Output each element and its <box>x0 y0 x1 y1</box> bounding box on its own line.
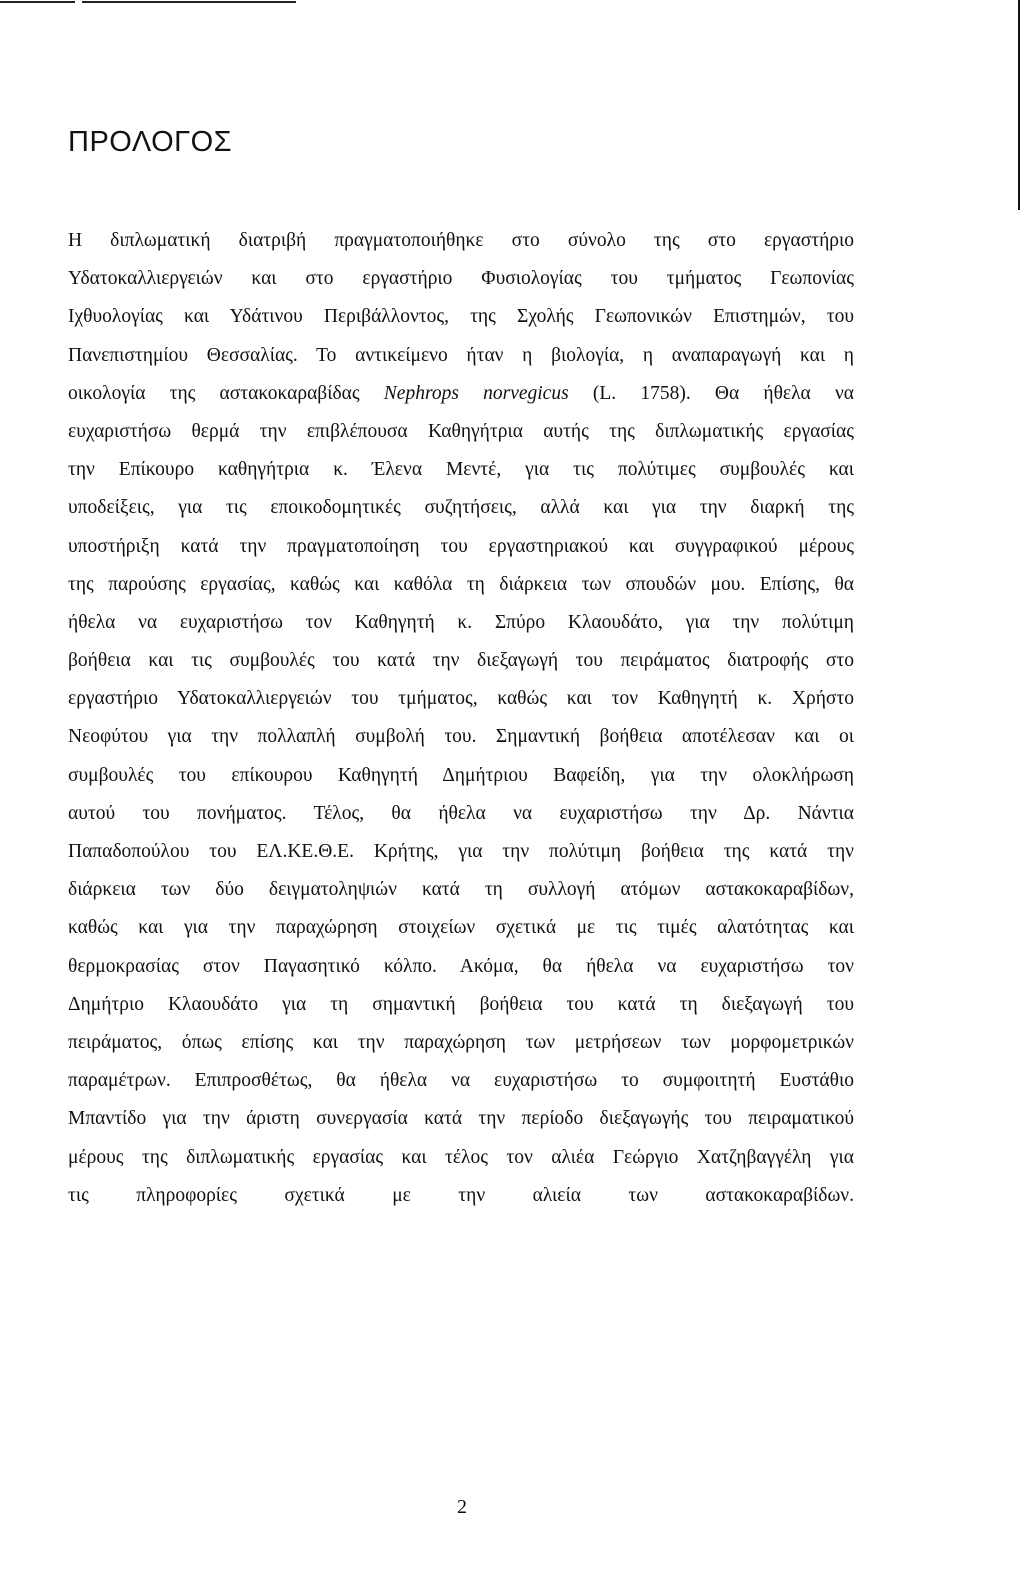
text-line: βοήθεια και τις συμβουλές του κατά την διεξαγωγή του πειράματος διατροφής στο <box>68 650 854 672</box>
text-line: Πανεπιστημίου Θεσσαλίας. Το αντικείμενο ήταν η βιολογία, η αναπαραγωγή και η <box>68 344 854 366</box>
text-line: ήθελα να ευχαριστήσω τον Καθηγητή κ. Σπύρο Κλαουδάτο, για την πολύτιμη <box>68 611 854 633</box>
text-line: εργαστήριο Υδατοκαλλιεργειών του τμήματος, καθώς και τον Καθηγητή κ. Χρήστο <box>68 688 854 710</box>
text-line: υποστήριξη κατά την πραγματοποίηση του εργαστηριακού και συγγραφικού μέρους <box>68 535 854 557</box>
text-line: μέρους της διπλωματικής εργασίας και τέλος τον αλιέα Γεώργιο Χατζηβαγγέλη για <box>68 1146 854 1168</box>
species-name: Nephrops norvegicus <box>383 382 569 404</box>
text-line: αυτού του πονήματος. Τέλος, θα ήθελα να ευχαριστήσω την Δρ. Νάντια <box>68 802 854 824</box>
top-scan-rule-right <box>82 1 296 3</box>
text-line: τις πληροφορίες σχετικά με την αλιεία των αστακοκαραβίδων. <box>68 1184 854 1206</box>
text-line: Η διπλωματική διατριβή πραγματοποιήθηκε στο σύνολο της στο εργαστήριο <box>68 230 854 251</box>
text-line: παραμέτρων. Επιπροσθέτως, θα ήθελα να ευχαριστήσω το συμφοιτητή Ευστάθιο <box>68 1070 854 1092</box>
text-line: διάρκεια των δύο δειγματοληψιών κατά τη συλλογή ατόμων αστακοκαραβίδων, <box>68 879 854 901</box>
text-fragment: (L. 1758). Θα ήθελα να <box>568 382 854 404</box>
page-title: ΠΡΟΛΟΓΟΣ <box>68 126 233 158</box>
text-line: την Επίκουρο καθηγήτρια κ. Έλενα Μεντέ, για τις πολύτιμες συμβουλές και <box>68 459 854 481</box>
text-line: καθώς και για την παραχώρηση στοιχείων σχετικά με τις τιμές αλατότητας και <box>68 917 854 939</box>
preface-body <box>68 222 854 1215</box>
top-scan-rule-left <box>0 1 75 3</box>
text-fragment: οικολογία της αστακοκαραβίδας <box>68 382 384 404</box>
text-line: πειράματος, όπως επίσης και την παραχώρηση των μετρήσεων των μορφομετρικών <box>68 1031 854 1053</box>
text-line: Μπαντίδο για την άριστη συνεργασία κατά την περίοδο διεξαγωγής του πειραματικού <box>68 1108 854 1130</box>
text-line-species <box>68 375 854 413</box>
text-line: Παπαδοπούλου του ΕΛ.ΚΕ.Θ.Ε. Κρήτης, για την πολύτιμη βοήθεια της κατά την <box>68 841 854 862</box>
text-line: Νεοφύτου για την πολλαπλή συμβολή του. Σημαντική βοήθεια αποτέλεσαν και οι <box>68 726 854 748</box>
text-line: συμβουλές του επίκουρου Καθηγητή Δημήτριου Βαφείδη, για την ολοκλήρωση <box>68 764 854 786</box>
text-line: υποδείξεις, για τις εποικοδομητικές συζητήσεις, αλλά και για την διαρκή της <box>68 497 854 519</box>
page-number: 2 <box>457 1496 467 1518</box>
right-edge-scan-line <box>1018 0 1020 210</box>
text-line: της παρούσης εργασίας, καθώς και καθόλα τη διάρκεια των σπουδών μου. Επίσης, θα <box>68 573 854 595</box>
text-line: Ιχθυολογίας και Υδάτινου Περιβάλλοντος, της Σχολής Γεωπονικών Επιστημών, του <box>68 306 854 328</box>
text-line: ευχαριστήσω θερμά την επιβλέπουσα Καθηγήτρια αυτής της διπλωματικής εργασίας <box>68 420 854 442</box>
text-line: Δημήτριο Κλαουδάτο για τη σημαντική βοήθεια του κατά τη διεξαγωγή του <box>68 993 854 1015</box>
text-line: Υδατοκαλλιεργειών και στο εργαστήριο Φυσιολογίας του τμήματος Γεωπονίας <box>68 268 854 290</box>
text-line: θερμοκρασίας στον Παγασητικό κόλπο. Ακόμα, θα ήθελα να ευχαριστήσω τον <box>68 955 854 977</box>
